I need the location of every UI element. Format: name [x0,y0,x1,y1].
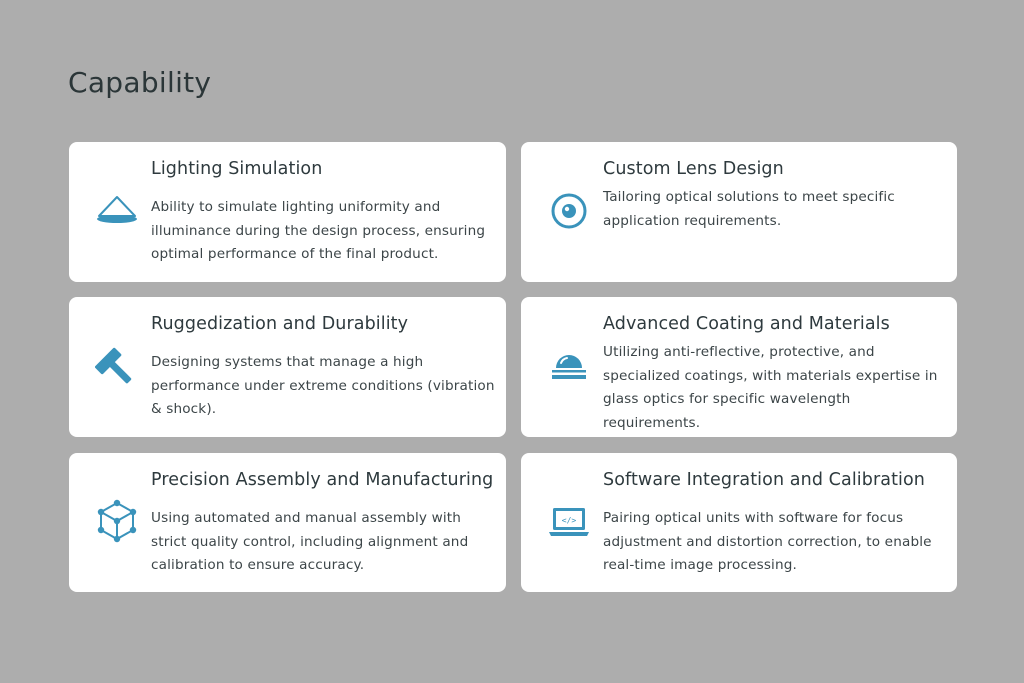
card-description: Designing systems that manage a high performance under extreme conditions (vibration & shock). [151,354,495,417]
lamp-icon [95,188,139,232]
capability-card-lighting-simulation [69,142,506,282]
laptop-code-icon [547,500,591,544]
capability-card-precision-assembly [69,453,506,592]
card-title: Custom Lens Design [603,159,784,179]
svg-text:</>: </> [561,516,577,525]
capability-card-advanced-coating [521,297,957,437]
card-description: Pairing optical units with software for focus adjustment and distortion correction, to enable real-time image processing. [603,510,932,573]
card-description: Utilizing anti-reflective, protective, and specialized coatings, with materials expertise in glass optics for specific wavelength requirements. [603,344,938,431]
card-description: Tailoring optical solutions to meet specific application requirements. [603,189,895,229]
cube-icon [95,499,139,543]
capability-card-custom-lens-design [521,142,957,282]
card-description: Ability to simulate lighting uniformity and illuminance during the design process, ensuring optimal performance of the final product. [151,199,486,262]
card-title: Lighting Simulation [151,159,323,179]
card-description: Using automated and manual assembly with strict quality control, including alignment and calibration to ensure accuracy. [151,510,469,573]
capability-card-software-integration [521,453,957,592]
hammer-icon [95,345,139,389]
lens-icon [547,189,591,233]
card-title: Software Integration and Calibration [603,470,926,490]
dome-icon [547,344,591,388]
capability-card-ruggedization [69,297,506,437]
page-title: Capability [68,66,212,99]
card-title: Precision Assembly and Manufacturing [151,470,494,490]
card-title: Ruggedization and Durability [151,314,409,334]
card-title: Advanced Coating and Materials [603,314,890,334]
